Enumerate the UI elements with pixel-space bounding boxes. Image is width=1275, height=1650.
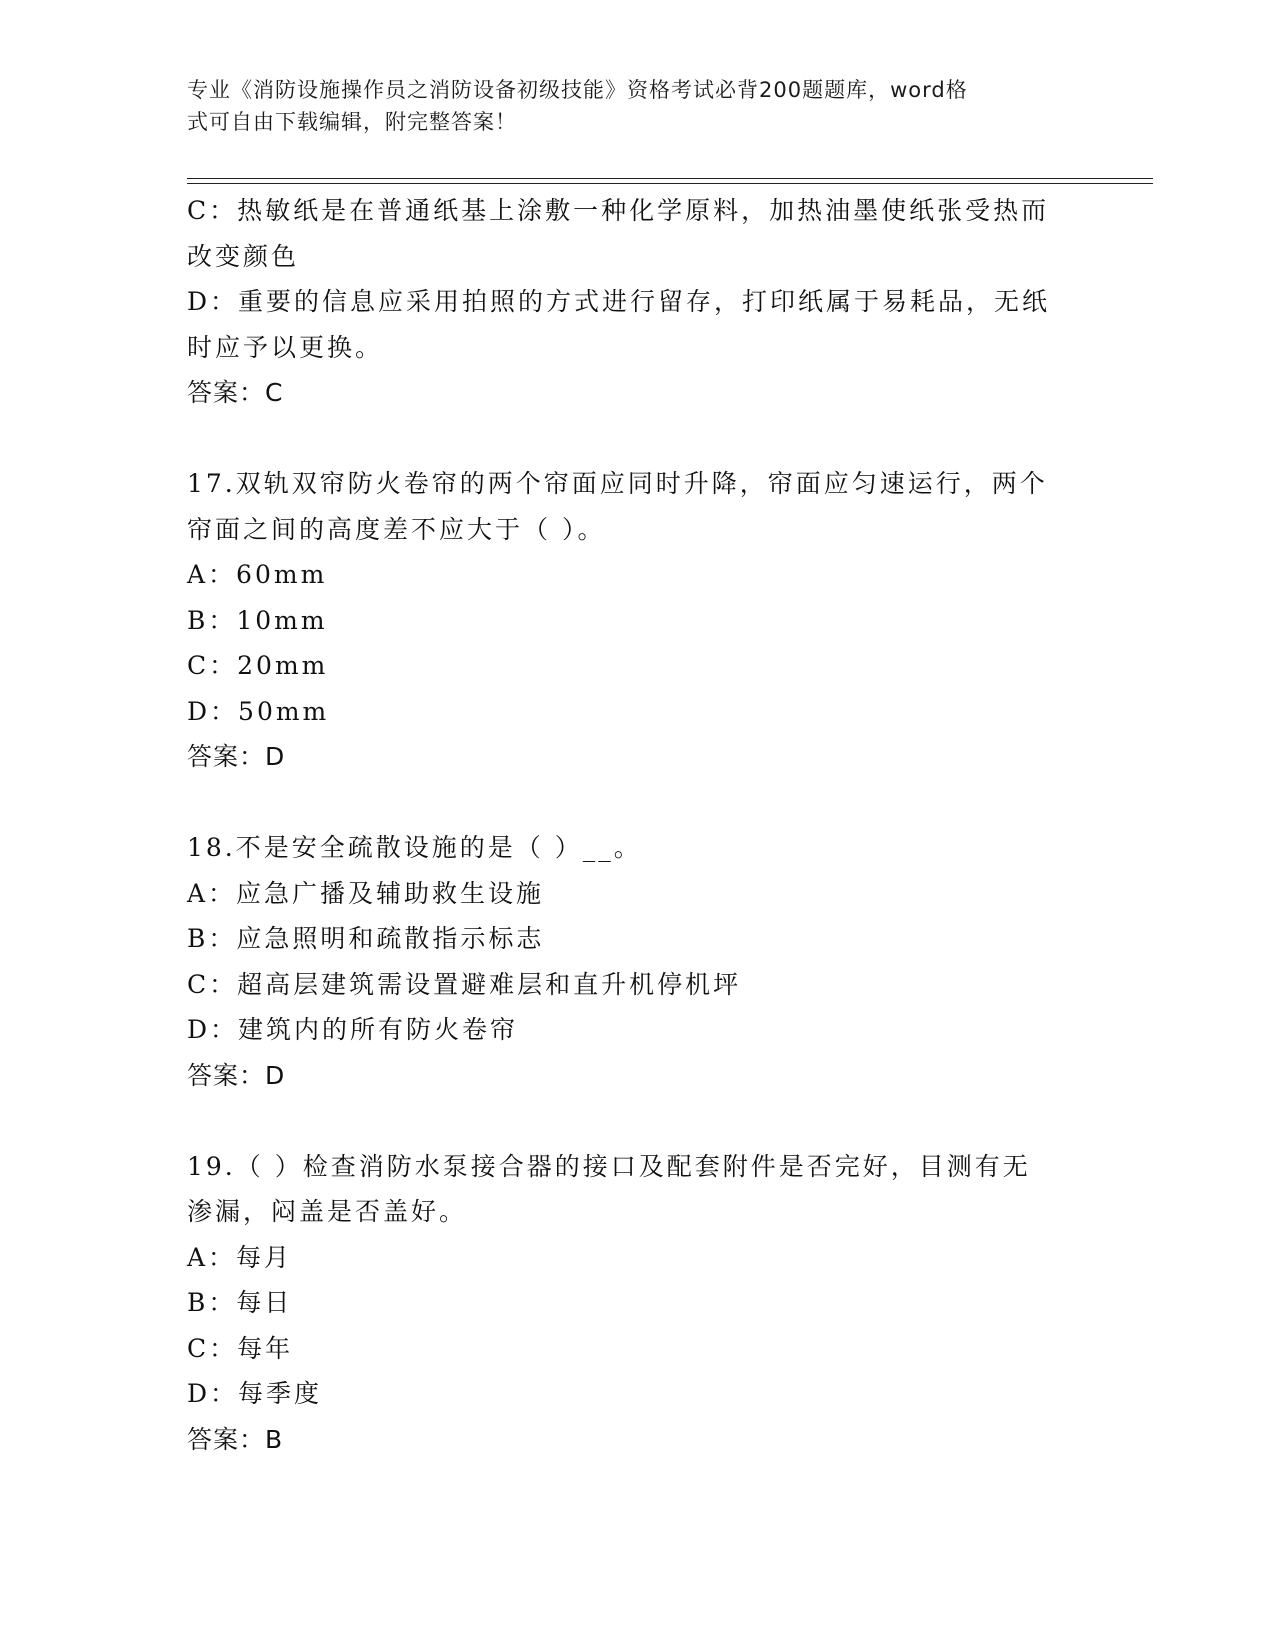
option-c: C：超高层建筑需设置避难层和直升机停机坪 <box>187 969 742 999</box>
option-d: D：50mm <box>187 696 330 726</box>
option-a: A：每月 <box>187 1242 293 1272</box>
option-a: A：应急广播及辅助救生设施 <box>187 878 545 908</box>
option-b: B：每日 <box>187 1288 293 1317</box>
answer: 答案：B <box>187 1424 284 1454</box>
question-19 <box>187 1144 1077 1463</box>
option-d-line-1: D：重要的信息应采用拍照的方式进行留存，打印纸属于易耗品，无纸 <box>187 287 1051 316</box>
header-line-1: 专业《消防设施操作员之消防设备初级技能》资格考试必背200题题库，word格 <box>187 78 968 102</box>
question-stem-line-1: 19.（ ）检查消防水泵接合器的接口及配套附件是否完好，目测有无 <box>187 1151 1031 1181</box>
question-16-continued <box>187 188 1077 416</box>
header-line-2: 式可自由下载编辑，附完整答案！ <box>187 110 517 134</box>
document-header <box>187 74 1067 138</box>
option-c: C：20mm <box>187 651 329 680</box>
spacer <box>187 780 1077 826</box>
option-c: C：每年 <box>187 1333 294 1363</box>
question-18 <box>187 825 1077 1098</box>
answer: 答案：D <box>187 742 286 771</box>
spacer <box>187 1098 1077 1144</box>
option-c-line-2: 改变颜色 <box>187 241 300 271</box>
document-body <box>187 188 1077 1462</box>
option-d: D：建筑内的所有防火卷帘 <box>187 1015 519 1044</box>
question-stem-line-1: 18.不是安全疏散设施的是（ ）__。 <box>187 833 642 862</box>
question-17 <box>187 461 1077 780</box>
question-stem-line-1: 17.双轨双帘防火卷帘的两个帘面应同时升降，帘面应匀速运行，两个 <box>187 469 1048 498</box>
question-stem-line-2: 帘面之间的高度差不应大于（ ）。 <box>187 514 606 544</box>
spacer <box>187 416 1077 462</box>
header-divider-top <box>187 178 1153 179</box>
option-d-line-2: 时应予以更换。 <box>187 332 384 362</box>
answer: 答案：C <box>187 378 284 407</box>
option-b: B：10mm <box>187 605 328 635</box>
header-divider-bottom <box>187 183 1153 184</box>
option-a: A：60mm <box>187 560 328 589</box>
option-b: B：应急照明和疏散指示标志 <box>187 924 545 953</box>
option-c-line-1: C：热敏纸是在普通纸基上涂敷一种化学原料，加热油墨使纸张受热而 <box>187 196 1050 225</box>
option-d: D：每季度 <box>187 1379 323 1408</box>
question-stem-line-2: 渗漏，闷盖是否盖好。 <box>187 1197 468 1226</box>
answer: 答案：D <box>187 1060 286 1090</box>
